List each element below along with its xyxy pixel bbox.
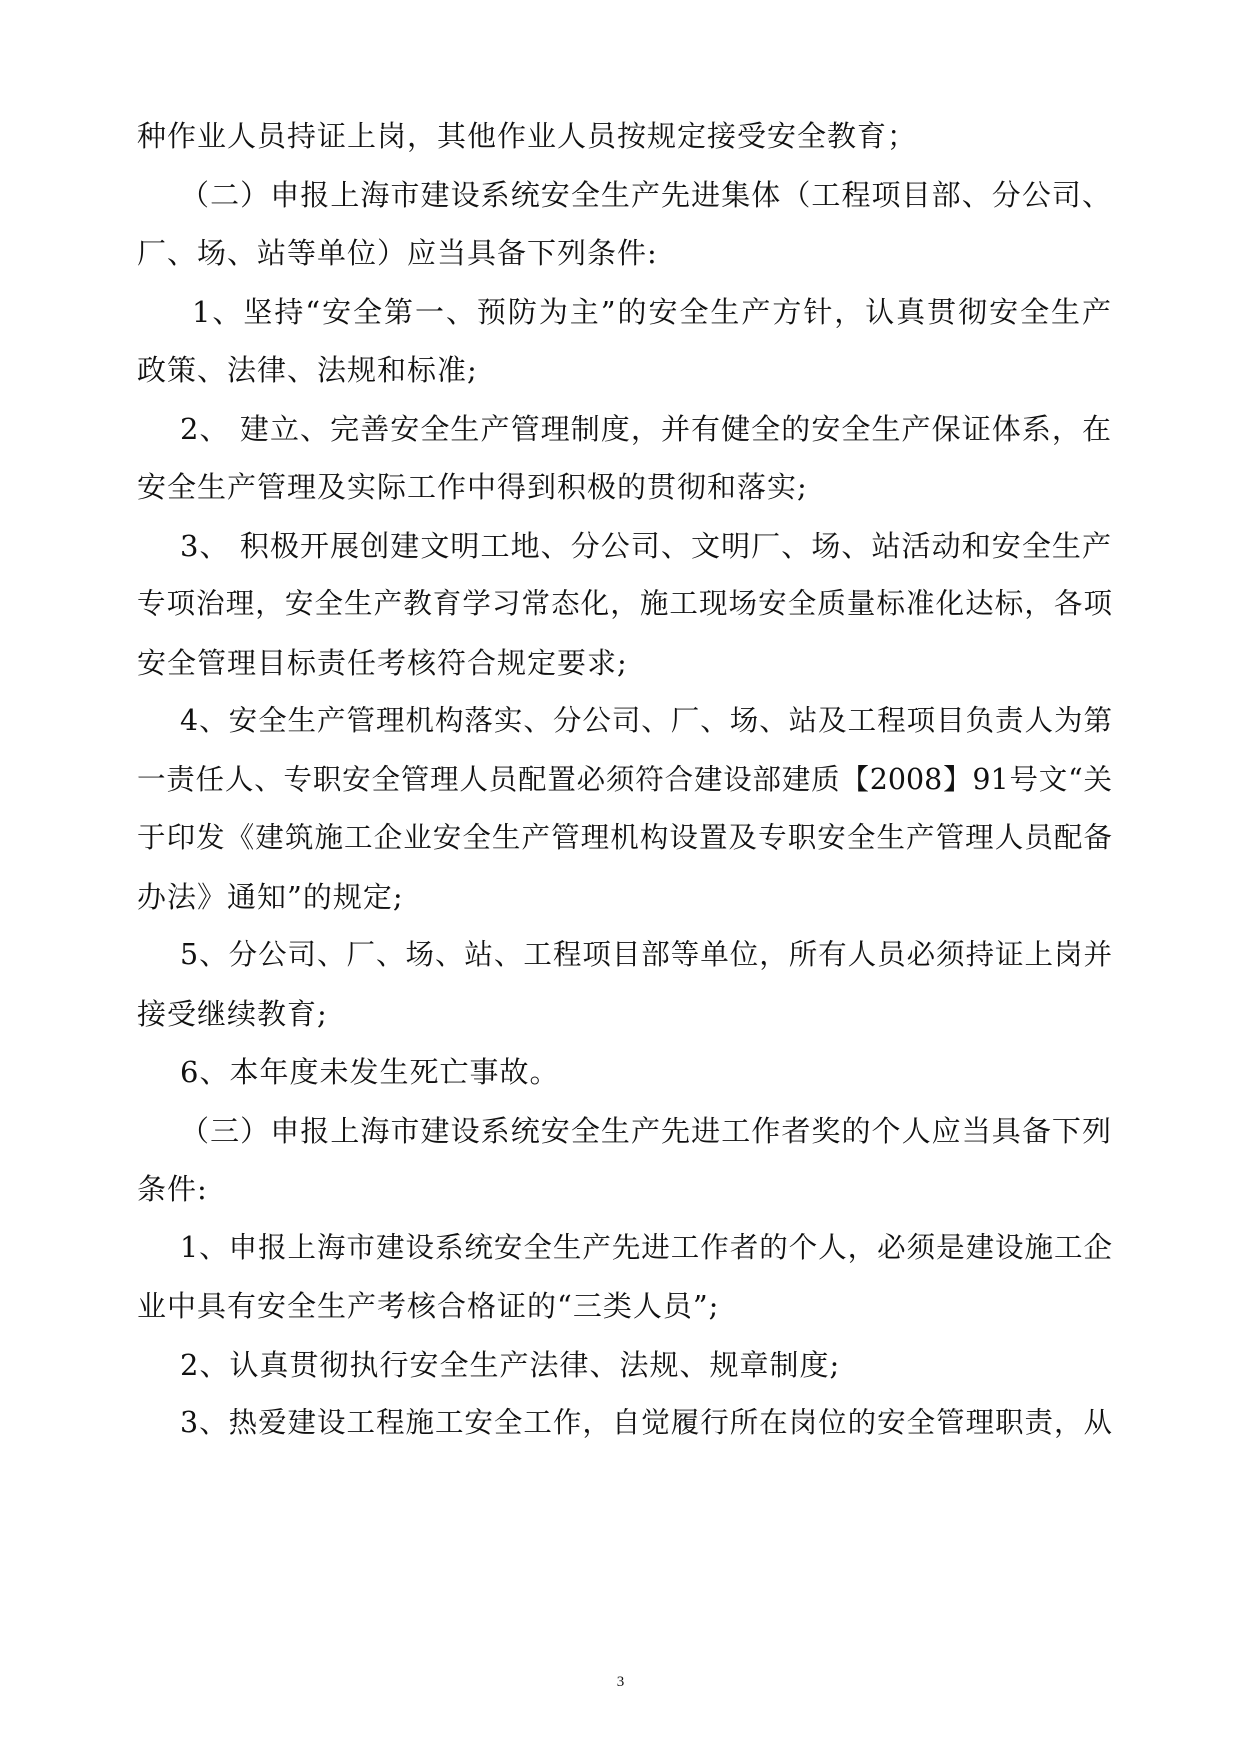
text-line-15: 5、分公司、厂、场、站、工程项目部等单位，所有人员必须持证上岗并 <box>180 938 1112 971</box>
text-line-13: 于印发《建筑施工企业安全生产管理机构设置及专职安全生产管理人员配备 <box>137 821 1112 854</box>
text-line-20: 1、申报上海市建设系统安全生产先进工作者的个人，必须是建设施工企 <box>180 1231 1112 1264</box>
text-line-17: 6、本年度未发生死亡事故。 <box>180 1055 560 1089</box>
text-line-11: 4、安全生产管理机构落实、分公司、厂、场、站及工程项目负责人为第 <box>180 704 1112 737</box>
page-number: 3 <box>616 1674 625 1690</box>
text-line-23: 3、热爱建设工程施工安全工作，自觉履行所在岗位的安全管理职责，从 <box>180 1406 1112 1439</box>
text-line-4: 1、坚持“安全第一、预防为主”的安全生产方针，认真贯彻安全生产 <box>192 295 1112 329</box>
text-line-3: 厂、场、站等单位）应当具备下列条件: <box>137 236 658 270</box>
text-line-12: 一责任人、专职安全管理人员配置必须符合建设部建质【2008】91号文“关 <box>137 763 1112 796</box>
text-line-16: 接受继续教育; <box>137 997 328 1031</box>
text-line-8: 3、 积极开展创建文明工地、分公司、文明厂、场、站活动和安全生产 <box>180 529 1112 563</box>
text-line-5: 政策、法律、法规和标准; <box>137 353 478 387</box>
text-line-6: 2、 建立、完善安全生产管理制度，并有健全的安全生产保证体系，在 <box>180 412 1112 446</box>
text-line-2: （二）申报上海市建设系统安全生产先进集体（工程项目部、分公司、 <box>180 178 1112 212</box>
text-line-1: 种作业人员持证上岗，其他作业人员按规定接受安全教育； <box>137 119 918 153</box>
text-line-21: 业中具有安全生产考核合格证的“三类人员”; <box>137 1289 720 1323</box>
text-line-19: 条件: <box>137 1172 208 1206</box>
text-line-7: 安全生产管理及实际工作中得到积极的贯彻和落实; <box>137 470 808 504</box>
text-line-18: （三）申报上海市建设系统安全生产先进工作者奖的个人应当具备下列 <box>180 1114 1112 1148</box>
text-line-14: 办法》通知”的规定; <box>137 880 404 914</box>
text-line-22: 2、认真贯彻执行安全生产法律、法规、规章制度; <box>180 1348 841 1382</box>
text-line-9: 专项治理，安全生产教育学习常态化，施工现场安全质量标准化达标，各项 <box>137 587 1112 620</box>
text-line-10: 安全管理目标责任考核符合规定要求; <box>137 646 628 680</box>
